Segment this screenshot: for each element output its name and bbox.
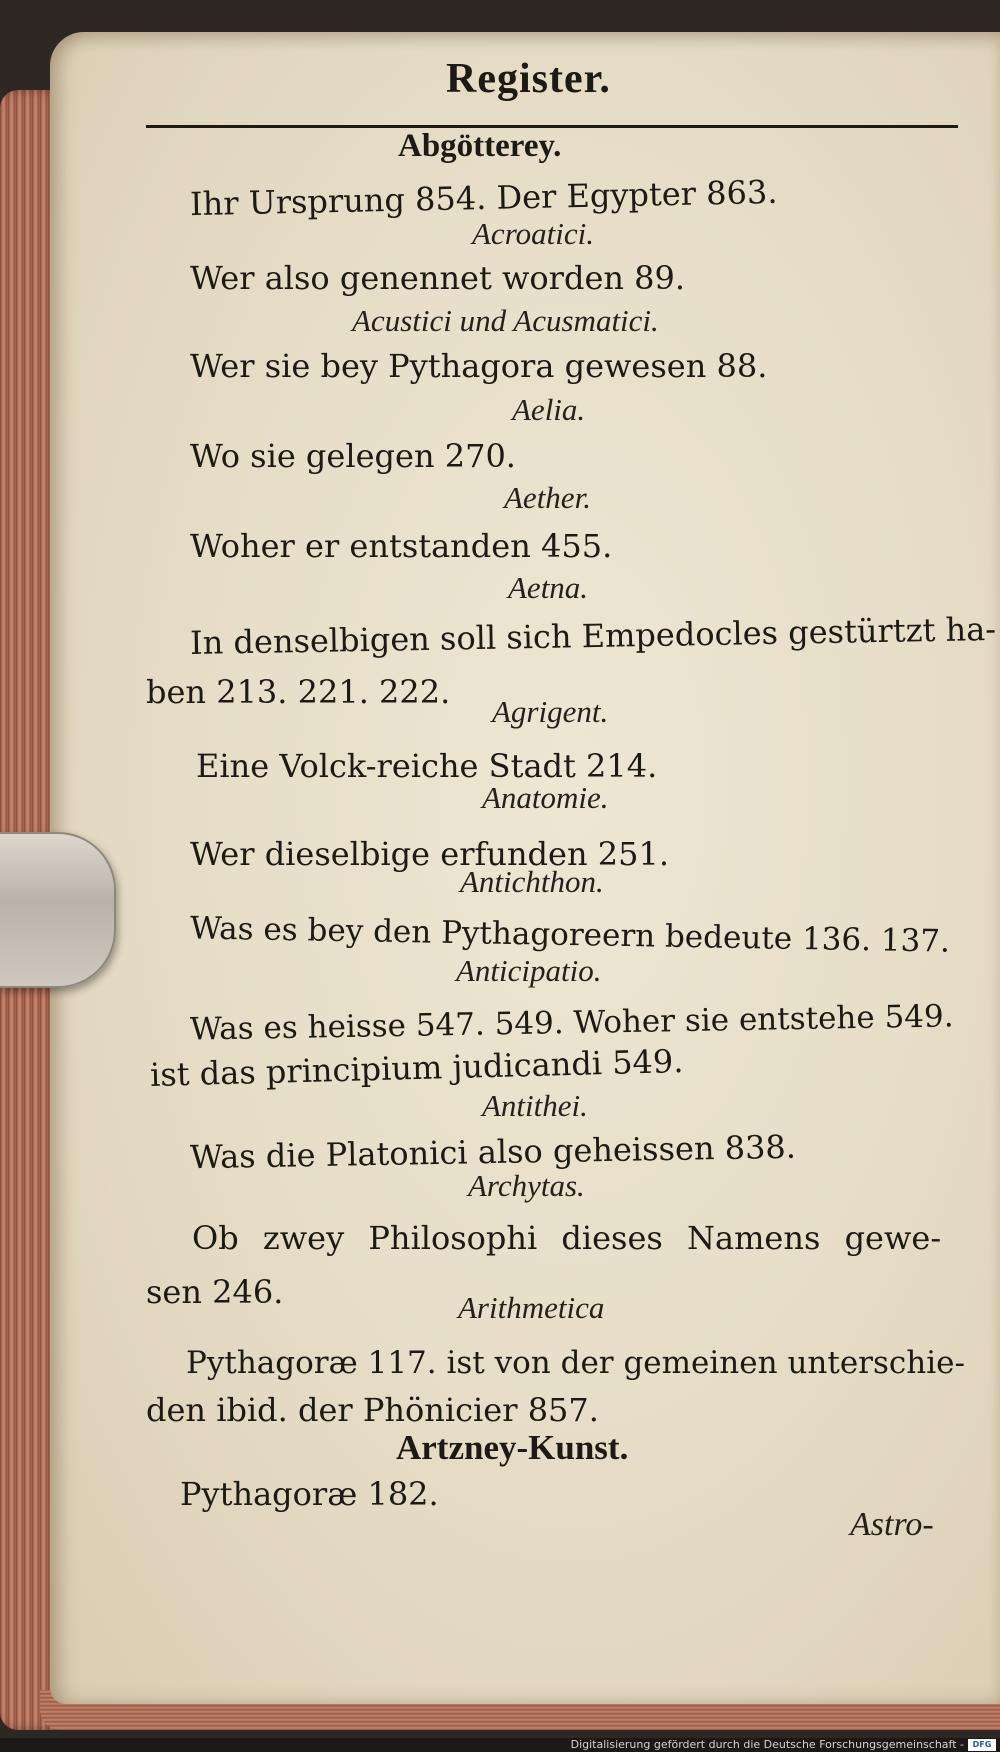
entry-line-antichthon-1: Was es bey den Pythagoreern bedeute 136. 137. [189,910,951,960]
footer-credit-text: Digitalisierung gefördert durch die Deutsche Forschungsgemeinschaft - [570,1738,964,1751]
entry-heading-aetna: Aetna. [508,570,589,605]
entry-line-aelia-1: Wo sie gelegen 270. [190,437,516,475]
entry-heading-aether: Aether. [504,480,591,515]
entry-line-aetna-1: In denselbigen soll sich Empedocles gestürtzt ha- [189,609,997,663]
entry-heading-agrigent: Agrigent. [492,694,609,729]
entry-heading-anticipatio: Anticipatio. [456,953,602,988]
entry-heading-arithmetica: Arithmetica [458,1290,605,1325]
dfg-logo: DFG [968,1739,996,1751]
entry-heading-acroatici: Acroatici. [472,216,594,251]
entry-line-acroatici-1: Wer also genennet worden 89. [190,259,686,297]
digitization-footer [0,1738,1000,1752]
entry-line-antithei-1: Was die Platonici also geheissen 838. [189,1127,797,1177]
entry-line-aetna-2: ben 213. 221. 222. [146,673,451,711]
entry-heading-antithei: Antithei. [482,1088,588,1123]
entry-line-anticipatio-2: ist das principium judicandi 549. [149,1042,684,1094]
entry-line-archytas-1: Ob zwey Philosophi dieses Namens gewe- [192,1219,942,1257]
page-clip [0,832,116,988]
running-head: Register. [446,56,611,102]
entry-line-anatomie-1: Wer dieselbige erfunden 251. [190,835,669,873]
entry-line-artzney-kunst-1: Pythagoræ 182. [180,1475,439,1513]
entry-heading-abgoetterey: Abgötterey. [398,128,562,164]
entry-line-anticipatio-1: Was es heisse 547. 549. Woher sie entstehe 549. [189,998,954,1048]
entry-heading-acustici: Acustici und Acusmatici. [352,303,659,338]
entry-heading-anatomie: Anatomie. [482,780,609,815]
entry-line-arithmetica-2: den ibid. der Phönicier 857. [146,1391,599,1429]
entry-heading-artzney-kunst: Artzney-Kunst. [396,1428,629,1467]
catchword: Astro- [850,1506,934,1543]
entry-line-aether-1: Woher er entstanden 455. [190,527,613,565]
entry-heading-archytas: Archytas. [468,1168,585,1203]
entry-line-agrigent-1: Eine Volck-reiche Stadt 214. [196,747,658,785]
entry-heading-aelia: Aelia. [512,392,586,427]
entry-heading-antichthon: Antichthon. [460,864,604,899]
entry-line-archytas-2: sen 246. [146,1273,284,1311]
entry-line-arithmetica-1: Pythagoræ 117. ist von der gemeinen unterschie- [186,1345,965,1381]
entry-line-abgoetterey-1: Ihr Ursprung 854. Der Egypter 863. [189,172,778,224]
entry-line-acustici-1: Wer sie bey Pythagora gewesen 88. [190,347,768,385]
